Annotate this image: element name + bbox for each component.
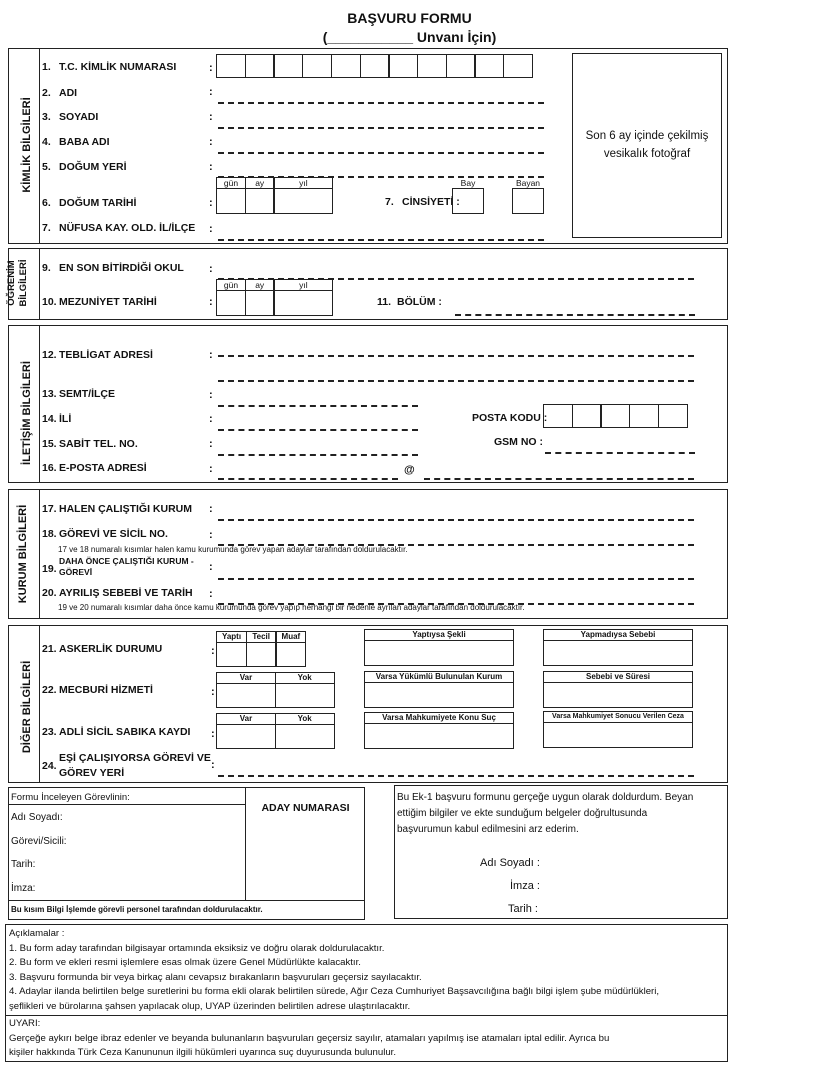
military-reason-box[interactable]: Yapmadıysa Sebebi	[543, 629, 693, 666]
label-postal-code: POSTA KODU :	[472, 412, 548, 424]
father-name-line[interactable]	[218, 152, 544, 154]
warning: UYARI: Gerçeğe aykırı belge ibraz edenler ve beyanda bulunanların başvuruları geçersiz sayılır, atamaları yapılmış ise atamaları iptal edilir. Ayrıca bu kişiler hakkında Türk Ceza Kanununun ilgili hükümleri uyarınca suç duyurusunda bulunulur.	[9, 1018, 610, 1059]
form-title: BAŞVURU FORMU	[347, 10, 472, 26]
label-gender: CİNSİYETİ :	[402, 196, 460, 208]
spouse-job-line[interactable]	[218, 775, 694, 777]
label-birth-date: DOĞUM TARİHİ	[59, 197, 137, 209]
label-gsm: GSM NO :	[494, 436, 543, 448]
label-leave-reason: AYRILIŞ SEBEBİ VE TARİH	[59, 587, 193, 599]
registered-city-line[interactable]	[218, 239, 544, 241]
label-previous-institution: DAHA ÖNCE ÇALIŞTIĞI KURUM -	[59, 556, 194, 566]
department-line[interactable]	[455, 314, 695, 316]
section-label-education: ÖĞRENİM BİLGİLERİ	[6, 259, 29, 307]
address-line-2[interactable]	[218, 380, 694, 382]
section-label-contact: İLETİŞİM BİLGİLERİ	[21, 361, 33, 465]
email-user-line[interactable]	[218, 478, 398, 480]
military-done-box[interactable]: Yaptı	[216, 631, 247, 667]
surname-line[interactable]	[218, 127, 544, 129]
label-graduation-date: MEZUNİYET TARİHİ	[59, 296, 157, 308]
declaration-text: Bu Ek-1 başvuru formunu gerçeğe uygun olarak doldurdum. Beyan ettiğim bilgiler ve ekte sunduğum belgeler doğrultusunda başvurumun kabul edilmesini arz ederim.	[397, 792, 694, 835]
label-phone: SABİT TEL. NO.	[59, 438, 138, 450]
obligatory-no-box[interactable]: Yok	[275, 672, 335, 708]
section-label-other: DİĞER BİLGİLERİ	[21, 660, 33, 754]
label-department: BÖLÜM :	[397, 296, 442, 308]
obligatory-institution-box[interactable]: Varsa Yükümlü Bulunulan Kurum	[364, 671, 514, 708]
gender-male-label: Bay	[460, 178, 476, 188]
label-name: ADI	[59, 87, 78, 99]
tc-number-cells[interactable]	[216, 54, 532, 78]
section-label-identity: KİMLİK BİLGİLERİ	[21, 97, 33, 193]
declaration-signature-label: İmza :	[510, 880, 540, 892]
gender-male-box[interactable]	[452, 188, 484, 214]
gender-female-box[interactable]	[512, 188, 544, 214]
office-signature-label: İmza:	[11, 883, 36, 894]
photo-box[interactable]: Son 6 ay içinde çekilmiş vesikalık fotoğraf	[572, 53, 722, 238]
label-birth-place: DOĞUM YERİ	[59, 161, 127, 173]
gender-female-label: Bayan	[515, 178, 541, 188]
email-domain-line[interactable]	[424, 478, 694, 480]
criminal-penalty-box[interactable]: Varsa Mahkumiyet Sonucu Verilen Ceza	[543, 711, 693, 748]
email-at-sign: @	[404, 464, 415, 476]
label-address: TEBLİGAT ADRESİ	[59, 349, 153, 361]
label-position: GÖREVİ VE SİCİL NO.	[59, 528, 168, 540]
military-deferred-box[interactable]: Tecil	[246, 631, 277, 667]
label-registered-city: NÜFUSA KAY. OLD. İL/İLÇE	[59, 222, 196, 234]
office-header: Formu İnceleyen Görevlinin:	[11, 792, 130, 803]
city-line[interactable]	[218, 429, 418, 431]
graduation-date-cells[interactable]	[216, 290, 332, 316]
section-education	[8, 248, 728, 320]
address-line-1[interactable]	[218, 355, 694, 357]
current-institution-line[interactable]	[218, 519, 694, 521]
district-line[interactable]	[218, 405, 418, 407]
military-how-box[interactable]: Yaptıysa Şekli	[364, 629, 514, 666]
section-label-institution: KURUM BİLGİLERİ	[17, 504, 29, 604]
name-line[interactable]	[218, 102, 544, 104]
obligatory-reason-box[interactable]: Sebebi ve Süresi	[543, 671, 693, 708]
label-current-institution: HALEN ÇALIŞTIĞI KURUM	[59, 503, 192, 515]
note-19-20: 19 ve 20 numaralı kısımlar daha önce kamu kurumunda görev yapıp herhangi bir nedenle ayrılan adaylar tarafından doldurulacaktır.	[58, 603, 525, 612]
notes: Açıklamalar : 1. Bu form aday tarafından bilgisayar ortamında eksiksiz ve doğru olarak doldurulacaktır. 2. Bu form ve ekleri resmi işlemlere esas olmak üzere Genel Müdürlükte kalacaktır. 3. Başvuru formunda bir veya birkaç alanı cevapsız bırakanların başvuruları geçersiz sayılacaktır. 4. Adaylar ilanda belirtilen belge suretlerini bu forma ekli olarak belirtilen sürede, Ağır Ceza Cumhuriyet Başsavcılığına bağlı bilgi işlem şube müdürlükleri, şeflikleri ve bürolarına şahsen yapılacak olup, UYAP üzerinden belirtilen adrese ulaştırılacaktır.	[9, 928, 660, 1012]
label-email: E-POSTA ADRESİ	[59, 462, 147, 474]
office-footer: Bu kısım Bilgi İşlemde görevli personel tarafından doldurulacaktır.	[11, 905, 263, 914]
form-subtitle: (___________ Unvanı İçin)	[322, 29, 497, 45]
gsm-line[interactable]	[545, 452, 695, 454]
criminal-no-box[interactable]: Yok	[275, 713, 335, 749]
label-surname: SOYADI	[59, 111, 99, 123]
label-school: EN SON BİTİRDİĞİ OKUL	[59, 262, 184, 274]
declaration-date-label: Tarih :	[508, 903, 538, 915]
label-spouse-job: EŞİ ÇALIŞIYORSA GÖREVİ VE	[59, 752, 211, 764]
office-name-label: Adı Soyadı:	[11, 812, 63, 823]
label-tc-number: T.C. KİMLİK NUMARASI	[59, 61, 177, 73]
candidate-number-label: ADAY NUMARASI	[261, 802, 350, 814]
label-city: İLİ	[59, 413, 72, 425]
military-exempt-box[interactable]: Muaf	[275, 631, 306, 667]
label-father-name: BABA ADI	[59, 136, 110, 148]
birth-date-cells[interactable]	[216, 188, 332, 214]
label-obligatory-service: MECBURİ HİZMETİ	[59, 684, 153, 696]
label-district: SEMT/İLÇE	[59, 388, 116, 400]
criminal-offense-box[interactable]: Varsa Mahkumiyete Konu Suç	[364, 712, 514, 749]
phone-line[interactable]	[218, 454, 418, 456]
office-position-label: Görevi/Sicili:	[11, 836, 67, 847]
previous-institution-line[interactable]	[218, 578, 694, 580]
office-date-label: Tarih:	[11, 859, 36, 870]
postal-code-cells[interactable]	[543, 404, 687, 428]
criminal-yes-box[interactable]: Var	[216, 713, 276, 749]
label-military: ASKERLİK DURUMU	[59, 643, 163, 655]
note-17-18: 17 ve 18 numaralı kısımlar halen kamu kurumunda görev yapan adaylar tarafından doldurulacaktır.	[58, 545, 408, 554]
declaration-name-label: Adı Soyadı :	[480, 857, 540, 869]
obligatory-yes-box[interactable]: Var	[216, 672, 276, 708]
label-criminal-record: ADLİ SİCİL SABIKA KAYDI	[59, 726, 191, 738]
